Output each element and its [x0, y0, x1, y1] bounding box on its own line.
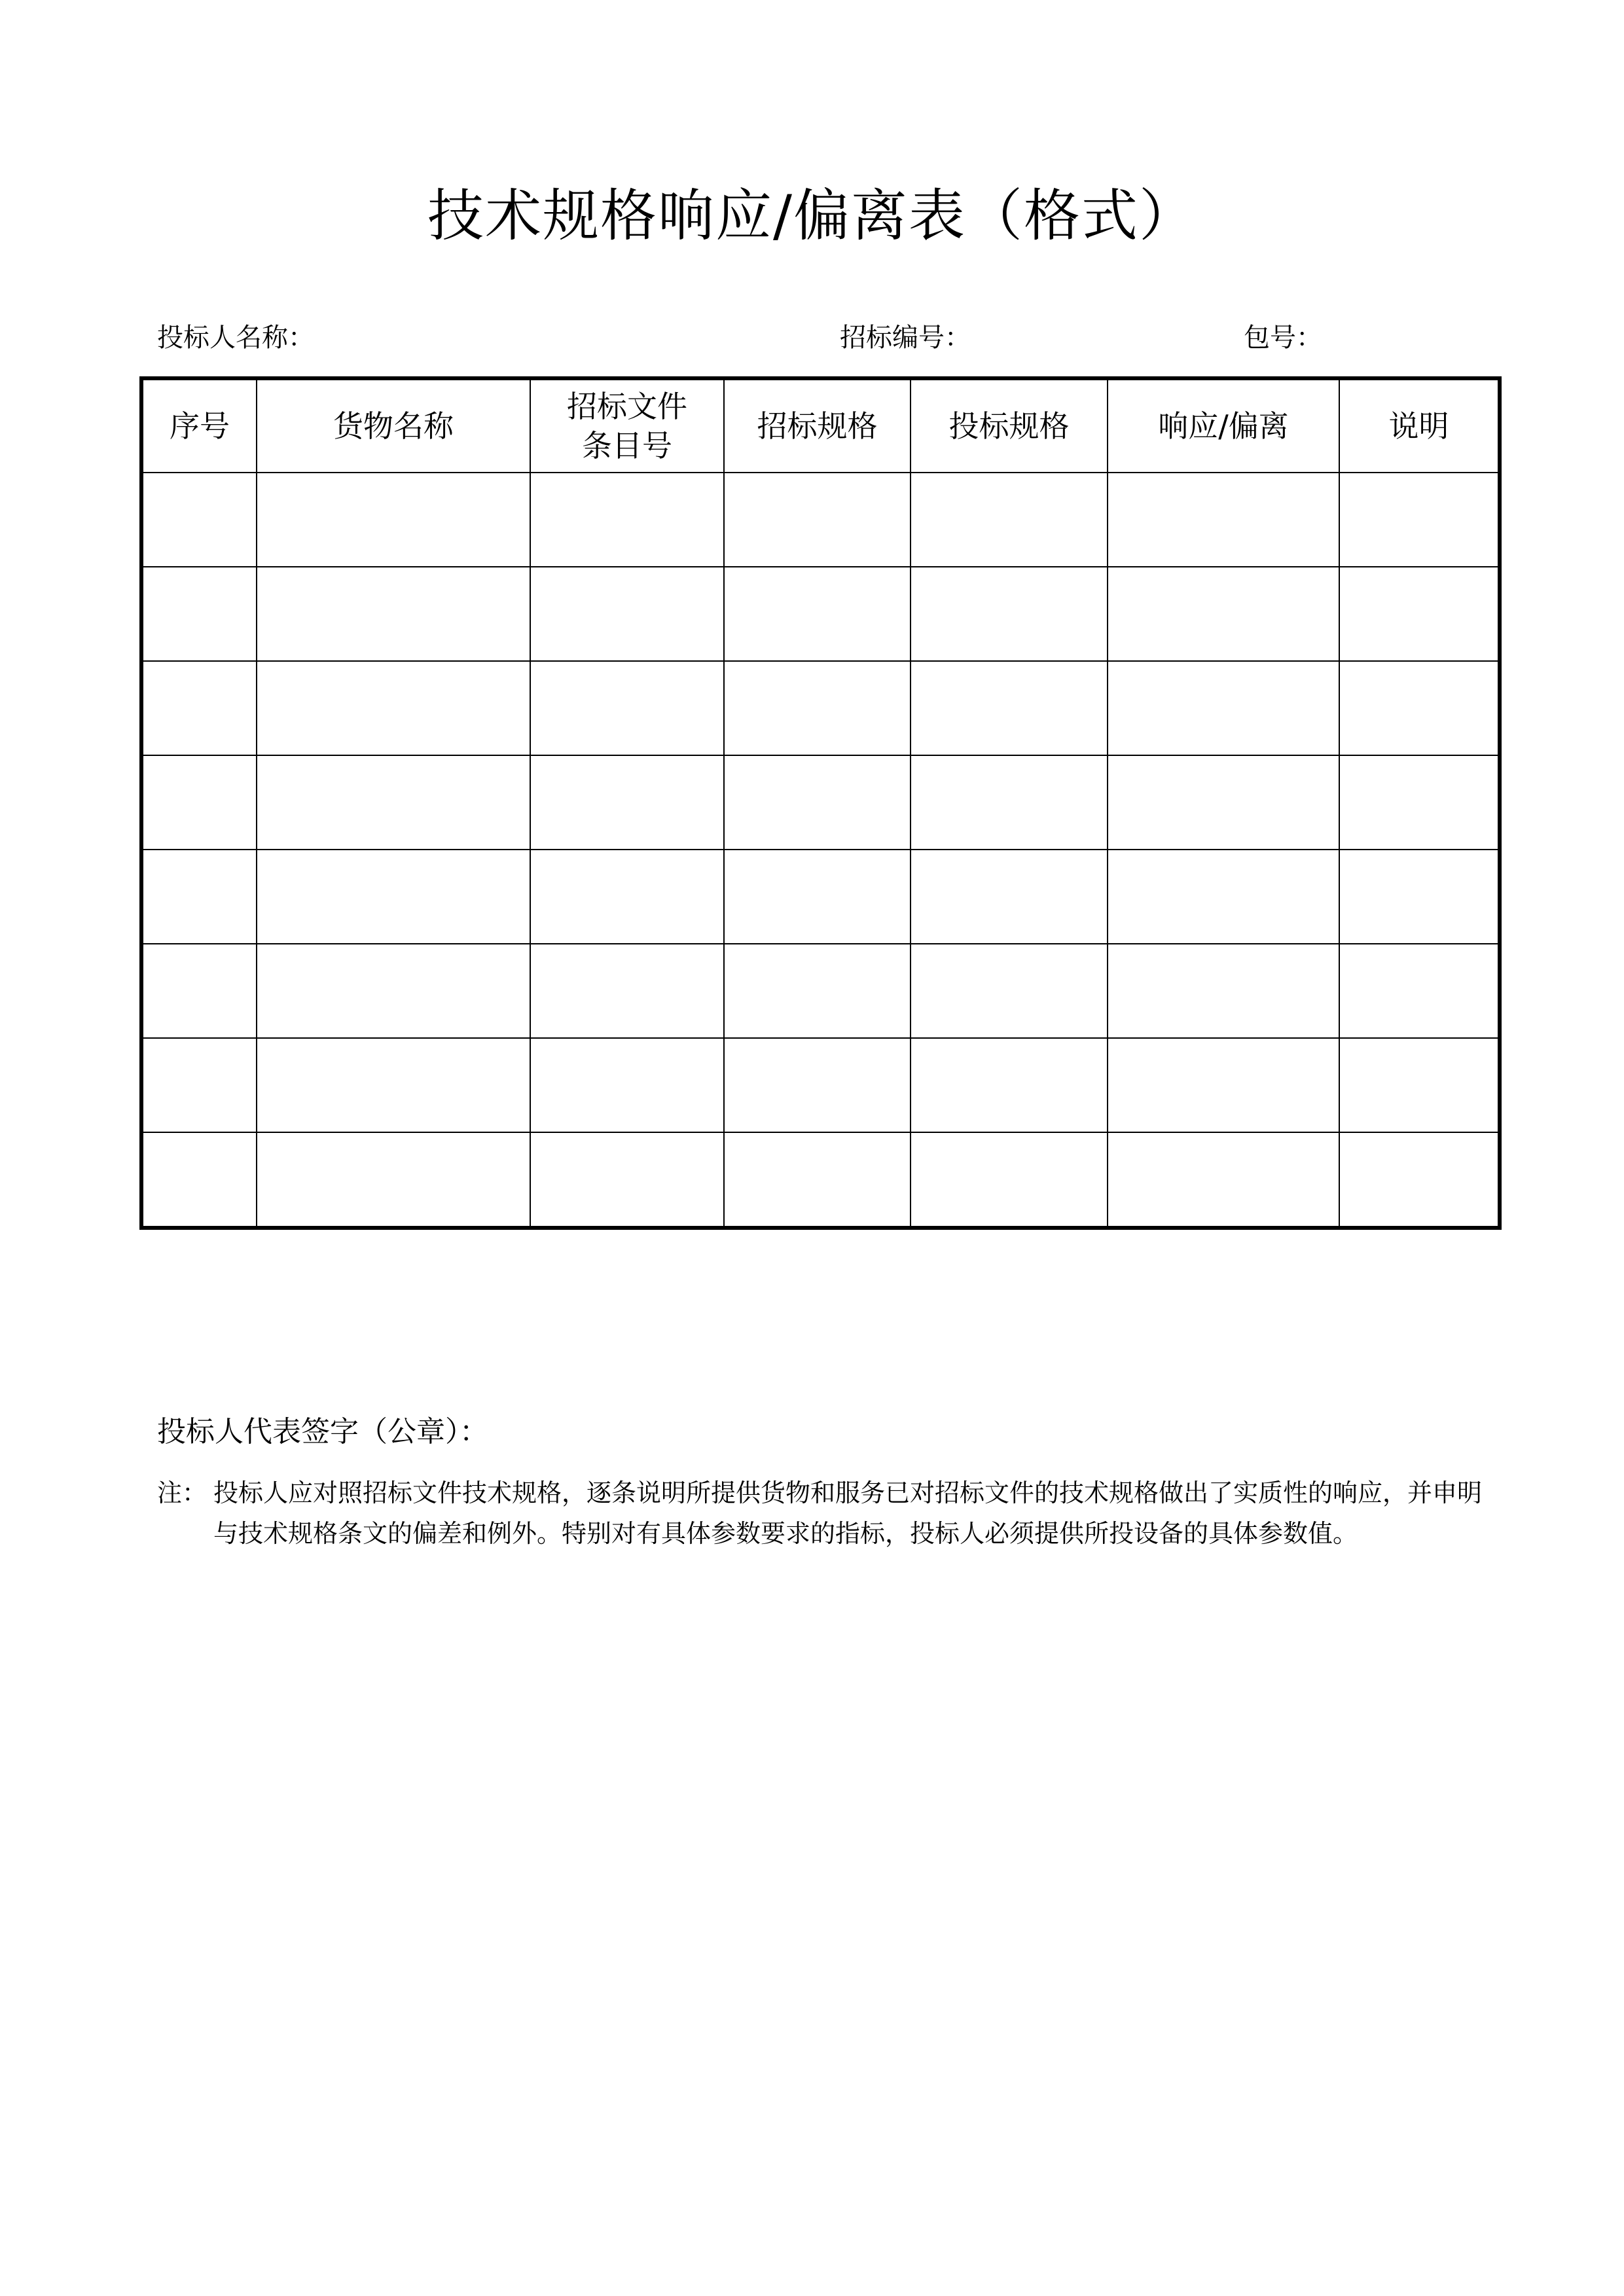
deviation-table [139, 376, 1502, 1230]
table-cell[interactable] [141, 661, 257, 755]
table-header-row [141, 378, 1500, 473]
table-cell[interactable] [1108, 661, 1339, 755]
table-cell[interactable] [530, 473, 724, 567]
table-cell[interactable] [724, 755, 911, 850]
table-row [141, 755, 1500, 850]
bidder-name-label: 投标人名称： [157, 323, 314, 353]
table-cell[interactable] [141, 473, 257, 567]
table-body [141, 473, 1500, 1228]
table-cell[interactable] [1108, 473, 1339, 567]
table-cell[interactable] [530, 755, 724, 850]
table-cell[interactable] [1108, 567, 1339, 661]
table-cell[interactable] [1108, 1132, 1339, 1228]
table-row [141, 850, 1500, 944]
table-cell[interactable] [530, 661, 724, 755]
table-cell[interactable] [724, 661, 911, 755]
table-cell[interactable] [257, 1132, 530, 1228]
header-cell-goods-name: 货物名称 [257, 378, 530, 473]
table-cell[interactable] [911, 1038, 1108, 1132]
table-cell[interactable] [141, 755, 257, 850]
table-cell[interactable] [530, 567, 724, 661]
table-cell[interactable] [911, 567, 1108, 661]
table-cell[interactable] [1339, 944, 1500, 1038]
table-cell[interactable] [257, 850, 530, 944]
note-text: 投标人应对照招标文件技术规格，逐条说明所提供货物和服务已对招标文件的技术规格做出了实质性的响应，并申明与技术规格条文的偏差和例外。特别对有具体参数要求的指标，投标人必须提供所投设备的具体参数值。 [213, 1479, 1483, 1548]
note-prefix: 注： [157, 1479, 208, 1507]
table-cell[interactable] [724, 1132, 911, 1228]
table-cell[interactable] [257, 473, 530, 567]
table-cell[interactable] [257, 1038, 530, 1132]
table-cell[interactable] [1339, 473, 1500, 567]
table-row [141, 1038, 1500, 1132]
table-row [141, 567, 1500, 661]
table-row [141, 473, 1500, 567]
header-cell-tender-spec: 招标规格 [724, 378, 911, 473]
table-row [141, 1132, 1500, 1228]
signature-label: 投标人代表签字（公章）： [157, 1415, 488, 1448]
table-cell[interactable] [530, 944, 724, 1038]
table-cell[interactable] [724, 944, 911, 1038]
table-cell[interactable] [530, 1132, 724, 1228]
table-cell[interactable] [911, 850, 1108, 944]
table-cell[interactable] [257, 755, 530, 850]
table-cell[interactable] [1339, 1038, 1500, 1132]
table-cell[interactable] [911, 661, 1108, 755]
table-cell[interactable] [141, 1132, 257, 1228]
table-cell[interactable] [911, 1132, 1108, 1228]
table-cell[interactable] [1339, 755, 1500, 850]
table-cell[interactable] [911, 473, 1108, 567]
table-cell[interactable] [911, 944, 1108, 1038]
table-cell[interactable] [1108, 755, 1339, 850]
header-cell-remarks: 说明 [1339, 378, 1500, 473]
table-cell[interactable] [257, 944, 530, 1038]
table-cell[interactable] [724, 567, 911, 661]
table-cell[interactable] [141, 1038, 257, 1132]
table-cell[interactable] [141, 850, 257, 944]
table-cell[interactable] [1108, 1038, 1339, 1132]
table-row [141, 944, 1500, 1038]
table-cell[interactable] [530, 1038, 724, 1132]
table-row [141, 661, 1500, 755]
table-cell[interactable] [1339, 567, 1500, 661]
header-cell-response-deviation: 响应/偏离 [1108, 378, 1339, 473]
header-cell-bid-spec: 投标规格 [911, 378, 1108, 473]
table-cell[interactable] [724, 473, 911, 567]
table-cell[interactable] [1108, 850, 1339, 944]
table-cell[interactable] [724, 850, 911, 944]
table-cell[interactable] [257, 567, 530, 661]
table-cell[interactable] [141, 944, 257, 1038]
header-cell-serial: 序号 [141, 378, 257, 473]
table-cell[interactable] [1339, 1132, 1500, 1228]
table-cell[interactable] [141, 567, 257, 661]
table-cell[interactable] [1339, 661, 1500, 755]
table-cell[interactable] [530, 850, 724, 944]
note [157, 1473, 1486, 1554]
table-cell[interactable] [1339, 850, 1500, 944]
tender-number-label: 招标编号： [840, 323, 971, 353]
page-title: 技术规格响应/偏离表（格式） [427, 183, 1197, 249]
header-cell-clause-no: 招标文件 条目号 [530, 378, 724, 473]
package-number-label: 包号： [1244, 323, 1322, 353]
table-cell[interactable] [911, 755, 1108, 850]
table-cell[interactable] [257, 661, 530, 755]
table-cell[interactable] [1108, 944, 1339, 1038]
table-cell[interactable] [724, 1038, 911, 1132]
